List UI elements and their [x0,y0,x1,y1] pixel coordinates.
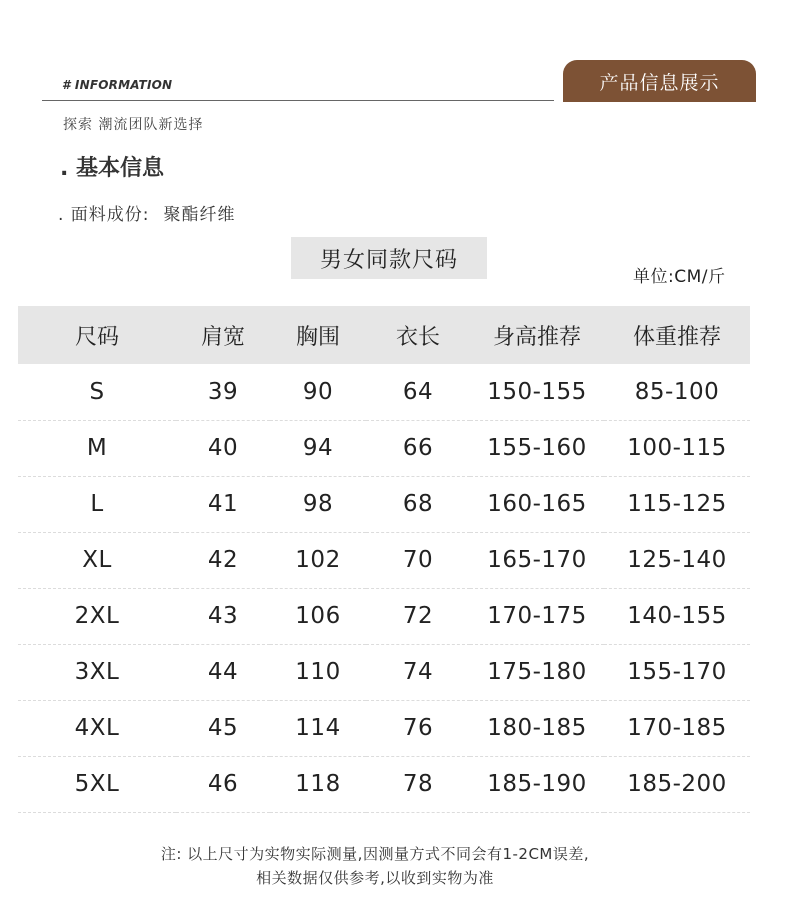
product-info-badge: 产品信息展示 [563,60,756,102]
table-row [18,700,750,756]
table-cell: S [89,378,105,405]
table-cell: 5XL [74,771,120,797]
table-cell: 165-170 [487,547,587,573]
table-cell: 160-165 [487,491,587,517]
table-cell: 170-185 [627,715,727,741]
table-cell: 150-155 [487,378,587,405]
information-label: # INFORMATION [62,78,173,92]
table-cell: 41 [207,491,239,517]
table-cell: 45 [207,715,239,741]
table-cell: 155-160 [487,435,587,461]
table-row [18,756,750,812]
table-cell: 78 [402,771,434,797]
table-cell: 110 [295,659,341,685]
table-cell: 76 [402,715,434,741]
table-cell: 74 [402,659,434,685]
column-header: 胸围 [295,324,340,350]
table-cell: XL [82,547,112,573]
table-cell: 115-125 [627,491,727,517]
table-cell: 175-180 [487,659,587,685]
table-cell: M [86,435,108,461]
header-divider [42,100,554,101]
fabric-row [58,200,236,225]
fabric-label: . 面料成份: [58,205,150,225]
table-cell: 64 [402,378,434,405]
team-subtitle: 探索 潮流团队新选择 [63,117,204,133]
table-row [18,364,750,420]
table-cell: 90 [302,378,334,405]
table-cell: 2XL [74,603,120,629]
table-cell: 39 [207,378,239,405]
size-table [18,306,750,813]
column-header: 体重推荐 [632,324,721,350]
table-cell: 118 [295,771,341,797]
table-cell: 106 [295,603,341,629]
table-cell: 102 [295,547,341,573]
table-cell: 170-175 [487,603,587,629]
table-cell: 94 [302,435,334,461]
table-cell: 66 [402,435,434,461]
table-cell: 185-200 [627,771,727,797]
column-header: 尺码 [74,324,119,350]
table-cell: 140-155 [627,603,727,629]
table-header-row [18,306,750,364]
table-cell: L [90,491,104,517]
table-cell: 42 [207,547,239,573]
table-cell: 98 [302,491,334,517]
table-row [18,420,750,476]
table-cell: 114 [295,715,341,741]
table-row [18,644,750,700]
table-cell: 70 [402,547,434,573]
table-cell: 40 [207,435,239,461]
table-cell: 3XL [74,659,120,685]
table-cell: 85-100 [634,378,720,405]
note-line-1: 注: 以上尺寸为实物实际测量,因测量方式不同会有1-2CM误差, [160,845,590,863]
table-cell: 100-115 [627,435,727,461]
table-cell: 4XL [74,715,120,741]
table-cell: 185-190 [487,771,587,797]
table-row [18,532,750,588]
size-chart-title: 男女同款尺码 [291,237,487,279]
table-cell: 155-170 [627,659,727,685]
table-row [18,476,750,532]
table-row [18,588,750,644]
column-header: 衣长 [395,324,440,350]
unit-label: 单位:CM/斤 [633,267,726,287]
measurement-note [0,842,750,890]
table-cell: 180-185 [487,715,587,741]
column-header: 肩宽 [200,324,245,350]
table-cell: 44 [207,659,239,685]
table-cell: 43 [207,603,239,629]
table-cell: 68 [402,491,434,517]
column-header: 身高推荐 [492,324,581,350]
note-line-2: 相关数据仅供参考,以收到实物为准 [256,869,494,887]
table-cell: 72 [402,603,434,629]
basic-info-title: . 基本信息 [60,156,165,181]
table-cell: 46 [207,771,239,797]
fabric-value: 聚酯纤维 [163,205,236,225]
table-cell: 125-140 [627,547,727,573]
